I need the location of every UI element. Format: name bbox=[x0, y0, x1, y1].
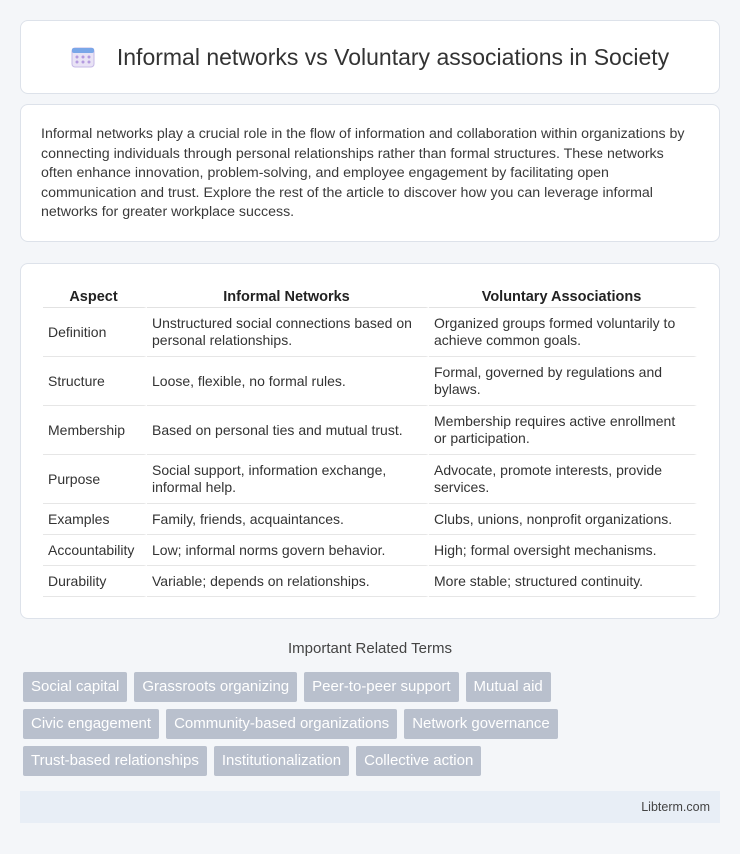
tag-row bbox=[23, 709, 723, 739]
informal-cell: Family, friends, acquaintances. bbox=[147, 504, 429, 535]
tag-mutual-aid[interactable]: Mutual aid bbox=[466, 672, 551, 702]
table-row bbox=[43, 535, 697, 566]
comparison-table bbox=[43, 284, 697, 597]
aspect-cell: Purpose bbox=[43, 455, 147, 504]
table-row bbox=[43, 566, 697, 597]
voluntary-cell: Formal, governed by regulations and bylaws. bbox=[429, 357, 697, 406]
tag-collective-action[interactable]: Collective action bbox=[356, 746, 481, 776]
informal-cell: Based on personal ties and mutual trust. bbox=[147, 406, 429, 455]
table-row bbox=[43, 455, 697, 504]
table-row bbox=[43, 406, 697, 455]
informal-cell: Variable; depends on relationships. bbox=[147, 566, 429, 597]
column-header-voluntary-associations: Voluntary Associations bbox=[429, 284, 697, 308]
aspect-cell: Structure bbox=[43, 357, 147, 406]
header-card bbox=[20, 20, 720, 94]
voluntary-cell: Advocate, promote interests, provide services. bbox=[429, 455, 697, 504]
table-header-row bbox=[43, 284, 697, 308]
aspect-cell: Durability bbox=[43, 566, 147, 597]
footer bbox=[20, 791, 720, 823]
informal-cell: Social support, information exchange, informal help. bbox=[147, 455, 429, 504]
related-terms-title: Important Related Terms bbox=[288, 640, 452, 657]
tag-civic-engagement[interactable]: Civic engagement bbox=[23, 709, 159, 739]
intro-paragraph: Informal networks play a crucial role in the flow of information and collaboration within organizations by connecting individuals through personal relationships rather than formal structures. These networks often enhance innovation, problem-solving, and employee engagement by facilitating open communication and trust. Explore the rest of the article to discover how you can leverage informal networks for greater workplace success. bbox=[41, 126, 685, 220]
voluntary-cell: High; formal oversight mechanisms. bbox=[429, 535, 697, 566]
column-header-aspect: Aspect bbox=[43, 284, 147, 308]
table-row bbox=[43, 504, 697, 535]
tag-community-based-organizations[interactable]: Community-based organizations bbox=[166, 709, 397, 739]
voluntary-cell: Organized groups formed voluntarily to achieve common goals. bbox=[429, 308, 697, 357]
aspect-cell: Definition bbox=[43, 308, 147, 357]
informal-cell: Low; informal norms govern behavior. bbox=[147, 535, 429, 566]
tag-grassroots-organizing[interactable]: Grassroots organizing bbox=[134, 672, 297, 702]
intro-card bbox=[20, 104, 720, 242]
tag-trust-based-relationships[interactable]: Trust-based relationships bbox=[23, 746, 207, 776]
tag-network-governance[interactable]: Network governance bbox=[404, 709, 558, 739]
related-terms-list bbox=[23, 672, 723, 783]
comparison-table-card bbox=[20, 263, 720, 619]
tag-peer-to-peer-support[interactable]: Peer-to-peer support bbox=[304, 672, 458, 702]
voluntary-cell: Membership requires active enrollment or participation. bbox=[429, 406, 697, 455]
column-header-informal-networks: Informal Networks bbox=[147, 284, 429, 308]
aspect-cell: Accountability bbox=[43, 535, 147, 566]
calendar-grid-icon bbox=[71, 45, 95, 69]
page-title: Informal networks vs Voluntary associations in Society bbox=[116, 43, 670, 70]
voluntary-cell: More stable; structured continuity. bbox=[429, 566, 697, 597]
footer-brand-link[interactable]: Libterm.com bbox=[641, 800, 710, 814]
tag-institutionalization[interactable]: Institutionalization bbox=[214, 746, 349, 776]
tag-row bbox=[23, 672, 723, 702]
informal-cell: Unstructured social connections based on personal relationships. bbox=[147, 308, 429, 357]
aspect-cell: Membership bbox=[43, 406, 147, 455]
aspect-cell: Examples bbox=[43, 504, 147, 535]
voluntary-cell: Clubs, unions, nonprofit organizations. bbox=[429, 504, 697, 535]
informal-cell: Loose, flexible, no formal rules. bbox=[147, 357, 429, 406]
table-row bbox=[43, 308, 697, 357]
table-row bbox=[43, 357, 697, 406]
tag-row bbox=[23, 746, 723, 776]
tag-social-capital[interactable]: Social capital bbox=[23, 672, 127, 702]
